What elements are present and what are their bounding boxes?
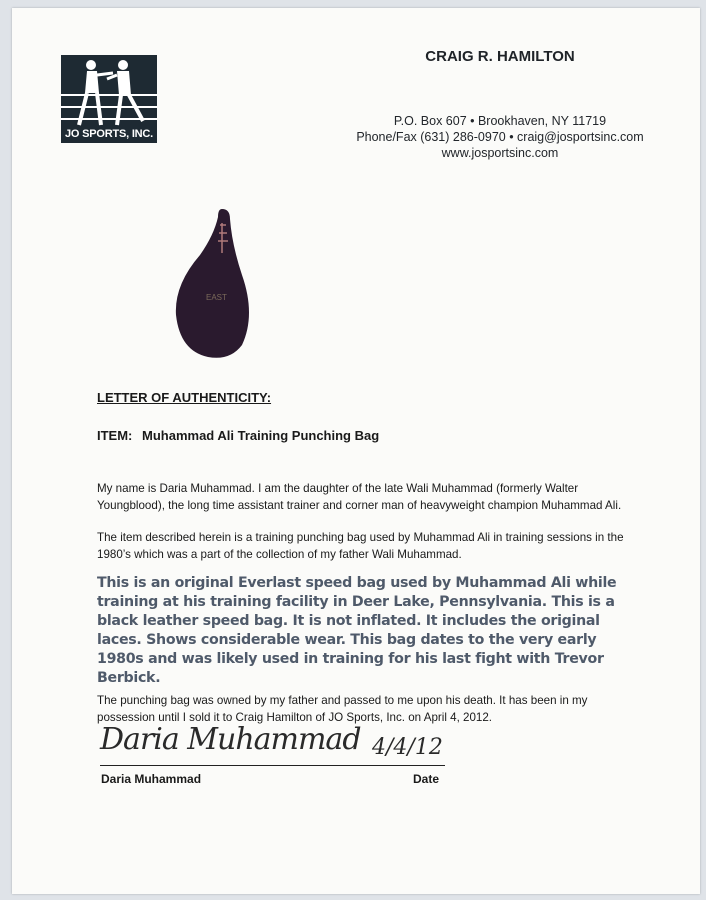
item-value: Muhammad Ali Training Punching Bag [142,428,380,443]
item-label: ITEM: [97,428,133,443]
signature-line [100,765,445,766]
provenance-paragraph: The punching bag was owned by my father and passed to me upon his death. It has been in my possession until I sold it to Craig Hamilton of JO Sports, Inc. on April 4, 2012. [97,694,588,724]
letterhead-name: CRAIG R. HAMILTON [425,48,575,65]
signer-name-label: Daria Muhammad [101,772,202,786]
intro-paragraph: My name is Daria Muhammad. I am the daughter of the late Wali Muhammad (formerly Walter Youngblood), the long time assistant trainer and corner man of heavyweight champion Muhammad Ali. [97,482,622,512]
logo-text: JO SPORTS, INC. [64,128,154,140]
svg-text:EAST: EAST [206,293,227,302]
letterhead-contact [330,113,670,161]
item-line [97,428,385,443]
item-paragraph: The item described herein is a training punching bag used by Muhammad Ali in training sessions in the 1980’s which was a part of the collection of my father Wali Muhammad. [97,531,624,561]
item-description: This is an original Everlast speed bag used by Muhammad Ali while training at his training facility in Deer Lake, Pennsylvania. This is a black leather speed bag. It is not inflated. It includes the original laces. Shows considerable wear. This bag dates to the very early 1980s and was likely used in training for his last fight with Trevor Berbick. [97,575,617,686]
jo-sports-logo [61,55,157,143]
letterhead-website: www.josportsinc.com [441,146,559,160]
date-label: Date [413,772,440,786]
handwritten-date: 4/4/12 [372,735,443,760]
letterhead-address: P.O. Box 607 • Brookhaven, NY 11719 [393,114,607,128]
punching-bag-photo [170,205,260,365]
letterhead-phone-email: Phone/Fax (631) 286-0970 • craig@josportsinc.com [356,130,644,144]
letter-heading: LETTER OF AUTHENTICITY: [97,390,272,405]
signature: Daria Muhammad [100,722,361,757]
